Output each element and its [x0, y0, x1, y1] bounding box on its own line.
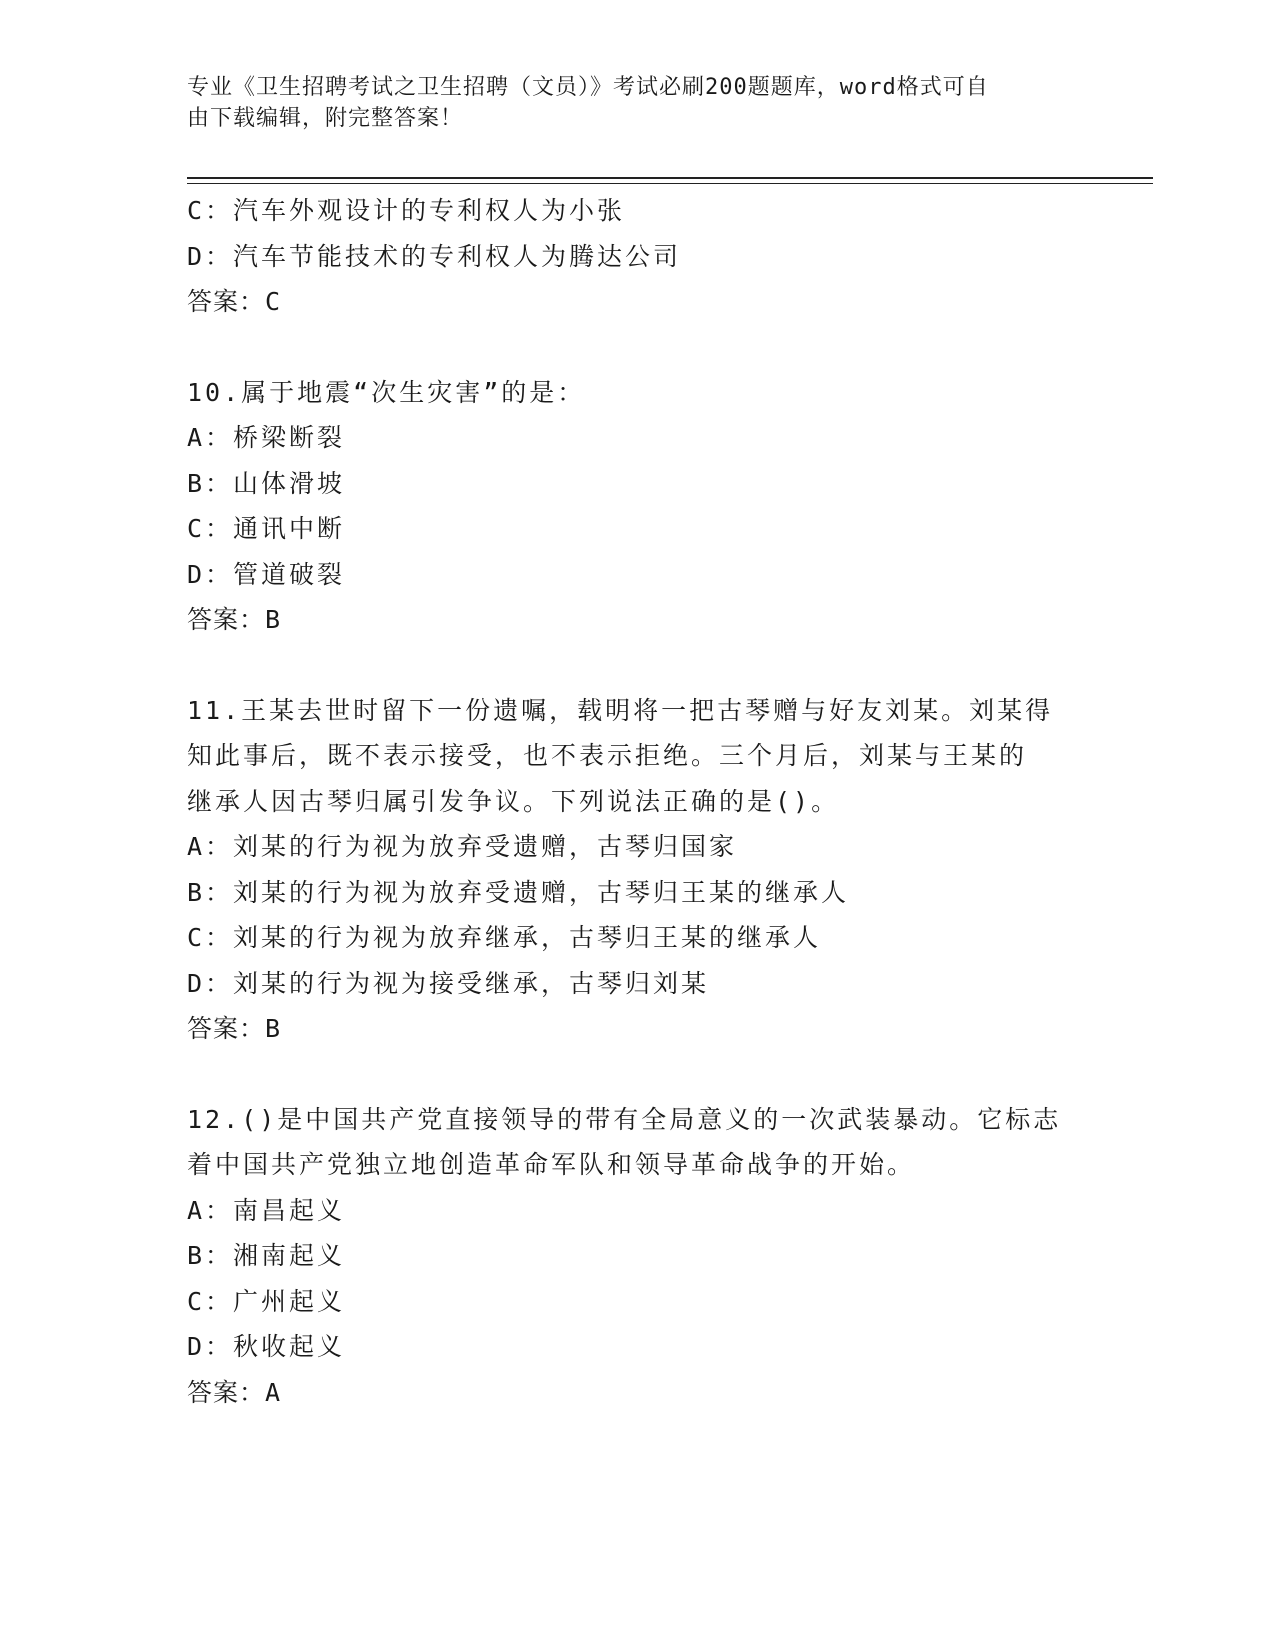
question-stem-line-3: 继承人因古琴归属引发争议。下列说法正确的是()。	[187, 786, 840, 816]
answer: 答案：C	[187, 287, 282, 316]
answer: 答案：B	[187, 605, 282, 634]
question-stem-line-1: 11.王某去世时留下一份遗嘱，载明将一把古琴赠与好友刘某。刘某得	[187, 695, 1054, 725]
question-stem-line-1: 12.()是中国共产党直接领导的带有全局意义的一次武装暴动。它标志	[187, 1104, 1062, 1134]
option-b: B：湘南起义	[187, 1241, 346, 1270]
question-11	[187, 688, 1087, 1052]
question-stem-line-2: 知此事后，既不表示接受，也不表示拒绝。三个月后，刘某与王某的	[187, 741, 1028, 770]
header-line-2: 由下载编辑，附完整答案！	[187, 106, 464, 131]
option-b: B：山体滑坡	[187, 468, 346, 498]
question-9-continued	[187, 188, 1087, 325]
option-c: C：通讯中断	[187, 514, 346, 543]
option-d: D：汽车节能技术的专利权人为腾达公司	[187, 241, 682, 271]
question-10	[187, 370, 1087, 643]
option-c: C：刘某的行为视为放弃继承，古琴归王某的继承人	[187, 923, 822, 952]
answer: 答案：B	[187, 1014, 282, 1043]
option-d: D：管道破裂	[187, 559, 346, 589]
option-c: C：广州起义	[187, 1286, 346, 1316]
option-a: A：桥梁断裂	[187, 423, 346, 452]
option-d: D：刘某的行为视为接受继承，古琴归刘某	[187, 968, 710, 998]
answer: 答案：A	[187, 1377, 282, 1407]
header-divider-thin	[187, 183, 1153, 184]
question-list	[187, 188, 1087, 1415]
option-d: D：秋收起义	[187, 1332, 346, 1361]
spacer	[187, 1052, 1087, 1097]
option-c: C：汽车外观设计的专利权人为小张	[187, 196, 626, 225]
option-a: A：南昌起义	[187, 1195, 346, 1225]
question-12	[187, 1097, 1087, 1416]
document-header	[187, 72, 1087, 134]
option-a: A：刘某的行为视为放弃受遗赠，古琴归国家	[187, 832, 738, 861]
question-stem-line-2: 着中国共产党独立地创造革命军队和领导革命战争的开始。	[187, 1150, 916, 1179]
header-line-1: 专业《卫生招聘考试之卫生招聘（文员）》考试必刷200题题库，word格式可自	[187, 75, 989, 100]
header-divider-thick	[187, 177, 1153, 179]
option-b: B：刘某的行为视为放弃受遗赠，古琴归王某的继承人	[187, 877, 850, 907]
question-stem: 10.属于地震“次生灾害”的是：	[187, 377, 586, 407]
spacer	[187, 643, 1087, 688]
spacer	[187, 325, 1087, 370]
